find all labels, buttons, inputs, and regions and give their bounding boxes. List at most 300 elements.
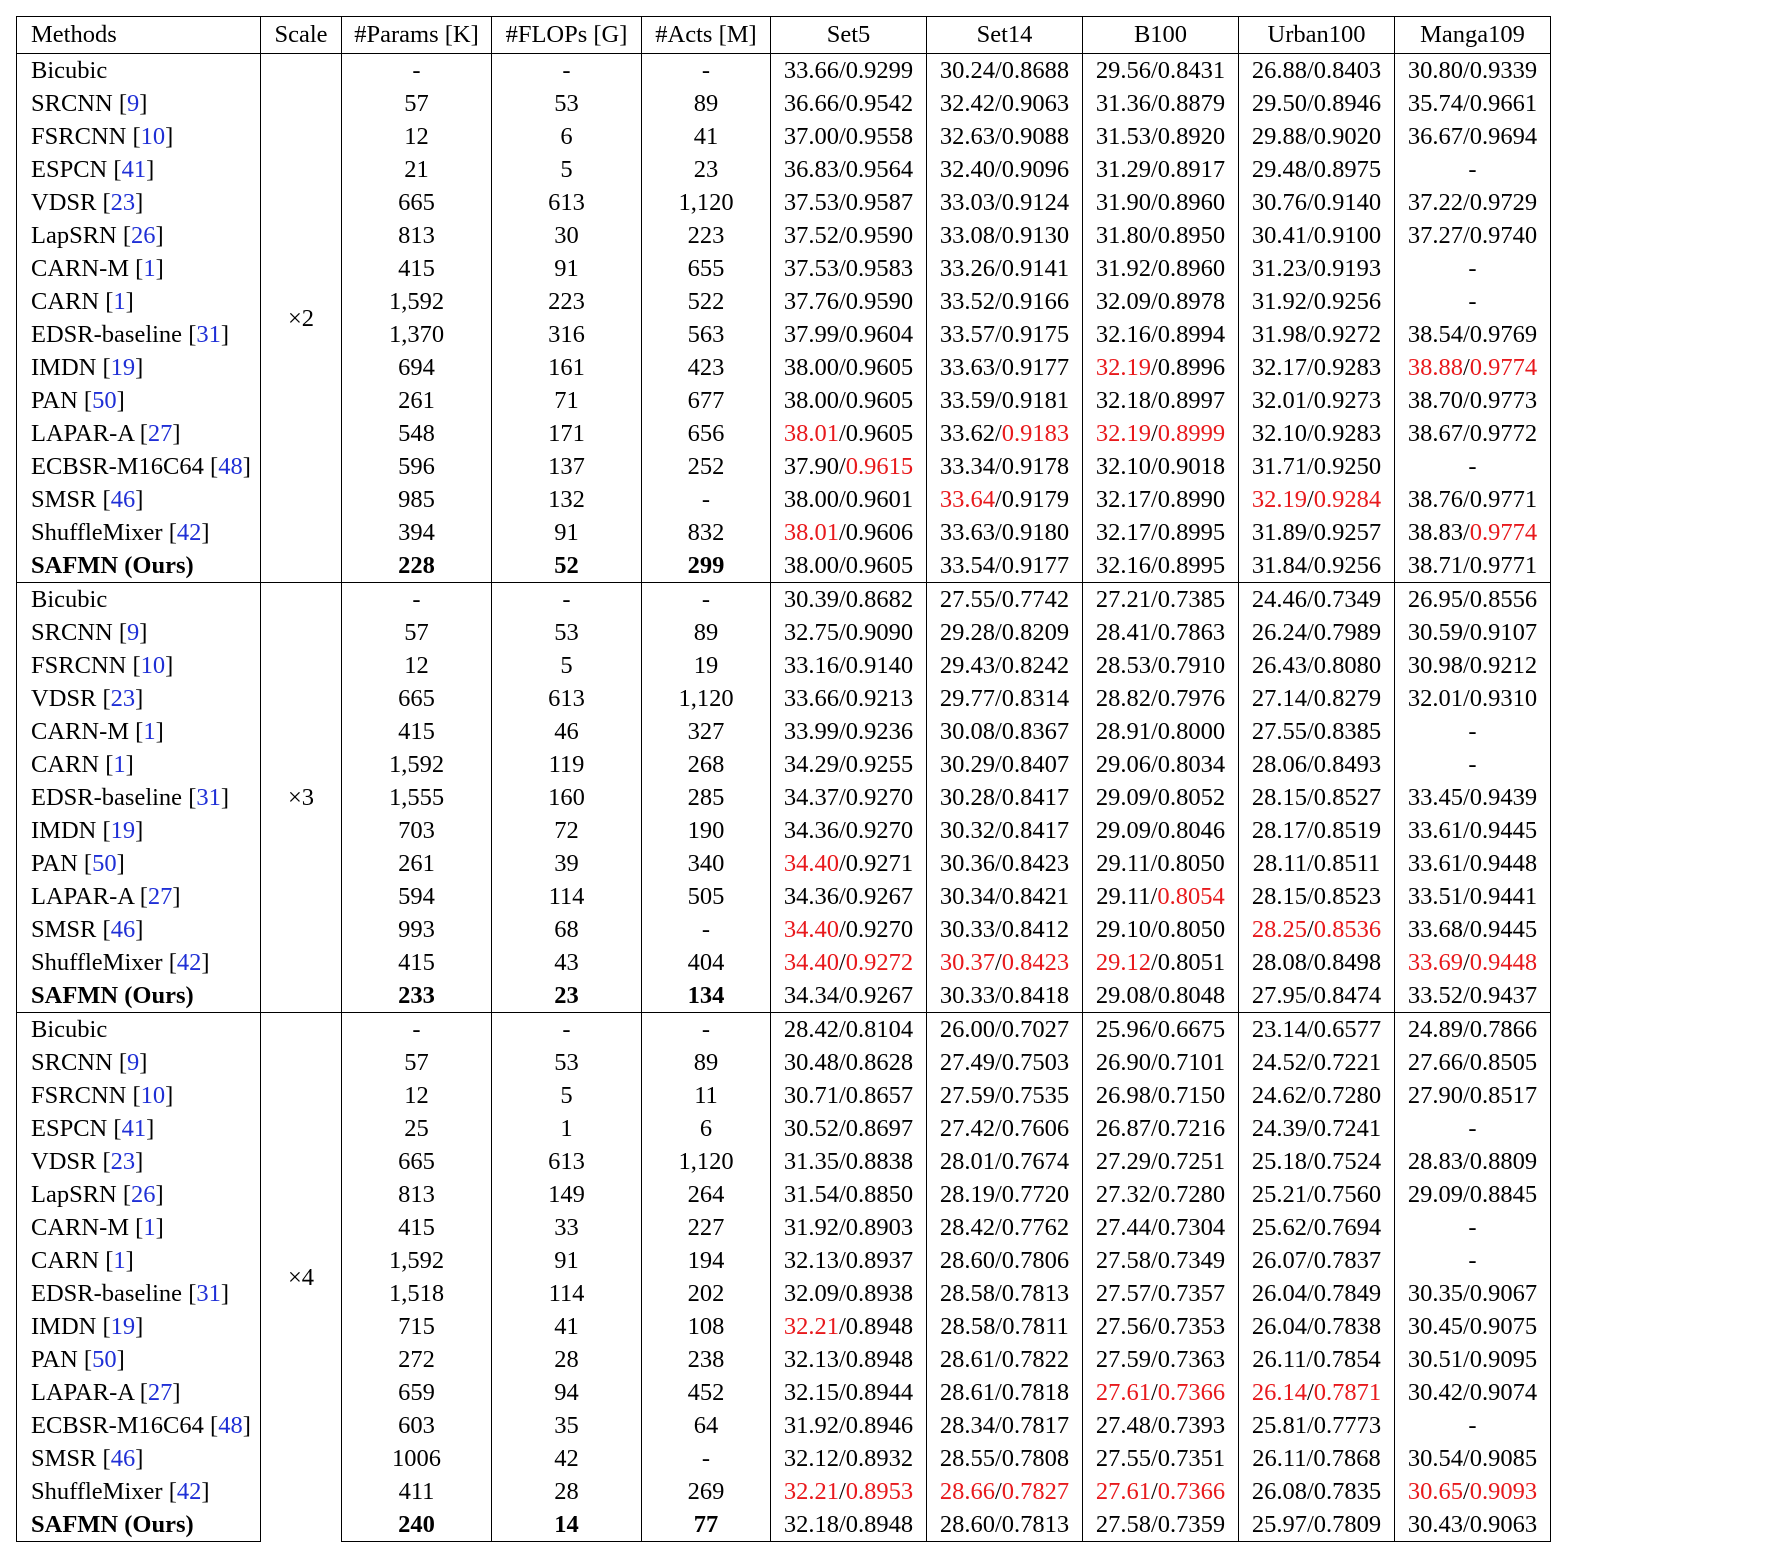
metric-cell: 27.55/0.7742: [927, 583, 1083, 617]
metric-cell: 30.98/0.9212: [1395, 649, 1551, 682]
psnr-value: 28.41: [1095, 619, 1151, 646]
flops-value: 171: [548, 420, 585, 447]
metric-cell: [1395, 252, 1551, 285]
ssim-value: 0.7868: [1313, 1445, 1381, 1472]
psnr-value: 24.46: [1251, 586, 1307, 613]
method-name: SRCNN: [31, 619, 113, 646]
flops-value: 39: [554, 850, 579, 877]
metric-cell: 29.11/0.8050: [1083, 847, 1239, 880]
ssim-value: 0.7838: [1313, 1313, 1382, 1340]
ssim-value: 0.7809: [1313, 1511, 1382, 1538]
metric-cell: 29.77/0.8314: [927, 682, 1083, 715]
params-value: 415: [398, 255, 435, 282]
ssim-value: 0.8628: [845, 1049, 914, 1076]
psnr-value: 30.54: [1407, 1445, 1463, 1472]
params-value: 21: [404, 156, 429, 183]
table-row: [17, 1475, 1551, 1508]
method-cell: IMDN [19]: [17, 1310, 261, 1343]
header-flops: #FLOPs [G]: [492, 17, 642, 54]
params-value: 57: [404, 619, 429, 646]
metric-cell: 25.97/0.7809: [1239, 1508, 1395, 1542]
ssim-value: 0.9063: [1001, 90, 1070, 117]
ssim-value: 0.9437: [1469, 982, 1538, 1009]
method-cell: ShuffleMixer [42]: [17, 1475, 261, 1508]
metric-cell: 30.52/0.8697: [771, 1112, 927, 1145]
acts-value: 89: [693, 1049, 719, 1076]
table-row: [17, 483, 1551, 516]
params-value: 1,555: [388, 784, 445, 811]
psnr-value: 33.68: [1407, 916, 1463, 943]
psnr-value: 32.16: [1095, 552, 1151, 579]
ssim-value: 0.8996: [1157, 354, 1226, 381]
metric-cell: 31.92/0.8960: [1083, 252, 1239, 285]
flops-cell: [492, 252, 642, 285]
metric-cell: 28.58/0.7813: [927, 1277, 1083, 1310]
flops-cell: [492, 1376, 642, 1409]
ssim-value: 0.7813: [1001, 1511, 1070, 1538]
citation-link: 26: [131, 222, 156, 249]
ssim-value: 0.9605: [845, 552, 914, 579]
flops-value: 132: [548, 486, 585, 513]
acts-value: 832: [687, 519, 725, 546]
metric-cell: 30.80/0.9339: [1395, 54, 1551, 88]
method-cell: FSRCNN [10]: [17, 649, 261, 682]
params-value: 1,592: [388, 288, 445, 315]
ssim-value: 0.8946: [1313, 90, 1382, 117]
ssim-value: 0.9439: [1469, 784, 1538, 811]
psnr-value: 31.35: [783, 1148, 839, 1175]
psnr-value: 28.60: [939, 1247, 995, 1274]
table-row: [17, 549, 1551, 583]
params-value: 665: [398, 189, 435, 216]
ssim-value: 0.8682: [845, 586, 914, 613]
params-cell: [342, 252, 492, 285]
table-row: [17, 814, 1551, 847]
method-name: IMDN: [31, 817, 97, 844]
psnr-value: 32.09: [783, 1280, 839, 1307]
psnr-value: 32.18: [1095, 387, 1151, 414]
flops-cell: [492, 649, 642, 682]
params-cell: [342, 351, 492, 384]
metric-cell: 27.42/0.7606: [927, 1112, 1083, 1145]
metric-cell: [1395, 1244, 1551, 1277]
method-name: Bicubic: [31, 57, 108, 84]
flops-value: 6: [560, 123, 573, 150]
acts-cell: [642, 483, 771, 516]
metric-cell: 28.60/0.7806: [927, 1244, 1083, 1277]
flops-value: 114: [548, 1280, 585, 1307]
metric-cell: 29.11/0.8054: [1083, 880, 1239, 913]
psnr-value: 29.56: [1095, 57, 1151, 84]
psnr-value: 32.16: [1095, 321, 1151, 348]
flops-cell: [492, 1475, 642, 1508]
flops-cell: [492, 979, 642, 1013]
ssim-value: 0.9183: [1001, 420, 1070, 447]
psnr-value: 32.18: [783, 1511, 839, 1538]
ssim-value: 0.8431: [1157, 57, 1226, 84]
ssim-value: 0.9256: [1313, 552, 1382, 579]
metric-cell: 26.04/0.7849: [1239, 1277, 1395, 1310]
psnr-value: 31.92: [783, 1412, 839, 1439]
acts-value: 41: [693, 123, 719, 150]
metric-cell: 30.34/0.8421: [927, 880, 1083, 913]
metric-cell: 35.74/0.9661: [1395, 87, 1551, 120]
results-table-container: [16, 16, 1551, 1542]
metric-cell: 31.36/0.8879: [1083, 87, 1239, 120]
metric-cell: 28.83/0.8809: [1395, 1145, 1551, 1178]
metric-cell: 27.61/0.7366: [1083, 1475, 1239, 1508]
psnr-value: 26.00: [939, 1016, 995, 1043]
header-methods: Methods: [17, 17, 261, 54]
psnr-value: 25.18: [1251, 1148, 1307, 1175]
metric-cell: 32.19/0.9284: [1239, 483, 1395, 516]
params-value: 813: [398, 222, 435, 249]
acts-cell: [642, 1244, 771, 1277]
metric-cell: 32.15/0.8944: [771, 1376, 927, 1409]
metric-cell: 27.58/0.7359: [1083, 1508, 1239, 1542]
acts-value: -: [701, 57, 711, 84]
params-cell: [342, 1112, 492, 1145]
flops-value: 30: [554, 222, 579, 249]
flops-cell: [492, 483, 642, 516]
citation-link: 1: [143, 718, 156, 745]
method-name: ECBSR-M16C64: [31, 453, 204, 480]
acts-cell: [642, 682, 771, 715]
ssim-value: 0.9100: [1313, 222, 1382, 249]
ssim-value: 0.7835: [1313, 1478, 1382, 1505]
psnr-value: 37.53: [783, 189, 839, 216]
psnr-value: 34.34: [783, 982, 839, 1009]
method-name: PAN: [31, 1346, 78, 1373]
psnr-value: 27.42: [939, 1115, 995, 1142]
psnr-value: 33.66: [783, 57, 839, 84]
method-cell: ShuffleMixer [42]: [17, 516, 261, 549]
psnr-value: 30.43: [1407, 1511, 1463, 1538]
metric-cell: 27.48/0.7393: [1083, 1409, 1239, 1442]
ssim-value: 0.9283: [1313, 354, 1382, 381]
metric-cell: 27.56/0.7353: [1083, 1310, 1239, 1343]
metric-cell: 29.06/0.8034: [1083, 748, 1239, 781]
flops-value: 119: [548, 751, 585, 778]
psnr-value: 32.19: [1095, 354, 1151, 381]
method-name: SAFMN (Ours): [31, 982, 194, 1009]
ssim-value: 0.9124: [1001, 189, 1070, 216]
ssim-value: 0.7762: [1001, 1214, 1070, 1241]
metric-cell: 38.54/0.9769: [1395, 318, 1551, 351]
psnr-value: 34.37: [783, 784, 839, 811]
table-row: [17, 748, 1551, 781]
psnr-value: 27.57: [1095, 1280, 1151, 1307]
citation-link: 27: [147, 420, 173, 447]
metric-cell: 26.43/0.8080: [1239, 649, 1395, 682]
flops-cell: [492, 384, 642, 417]
metric-cell: 34.37/0.9270: [771, 781, 927, 814]
citation-link: 9: [127, 619, 140, 646]
flops-cell: [492, 450, 642, 483]
params-value: 665: [398, 685, 435, 712]
psnr-value: 29.43: [939, 652, 995, 679]
params-value: -: [412, 1016, 421, 1043]
params-cell: [342, 847, 492, 880]
flops-cell: [492, 153, 642, 186]
metric-cell: 33.08/0.9130: [927, 219, 1083, 252]
acts-value: 677: [687, 387, 725, 414]
ssim-value: 0.7359: [1157, 1511, 1226, 1538]
psnr-value: 37.22: [1407, 189, 1463, 216]
ssim-value: 0.9096: [1001, 156, 1070, 183]
ssim-value: 0.9604: [845, 321, 914, 348]
metric-cell: [1395, 715, 1551, 748]
metric-cell: 30.39/0.8682: [771, 583, 927, 617]
ssim-value: 0.7674: [1001, 1148, 1070, 1175]
psnr-value: 31.89: [1251, 519, 1307, 546]
metric-cell: 30.28/0.8417: [927, 781, 1083, 814]
psnr-value: 26.04: [1251, 1313, 1307, 1340]
acts-value: -: [701, 916, 711, 943]
table-row: [17, 1442, 1551, 1475]
metric-cell: 33.62/0.9183: [927, 417, 1083, 450]
ssim-value: 0.9085: [1469, 1445, 1538, 1472]
method-name: ESPCN: [31, 1115, 108, 1142]
metric-cell: 31.71/0.9250: [1239, 450, 1395, 483]
acts-cell: [642, 781, 771, 814]
params-value: 703: [398, 817, 435, 844]
psnr-value: 27.55: [1095, 1445, 1151, 1472]
psnr-value: 34.36: [783, 883, 839, 910]
psnr-value: 25.96: [1095, 1016, 1151, 1043]
ssim-value: 0.8960: [1157, 255, 1226, 282]
ssim-value: 0.9774: [1469, 519, 1538, 546]
citation-link: 27: [147, 1379, 173, 1406]
psnr-value: 33.51: [1407, 883, 1463, 910]
params-value: 12: [404, 1082, 429, 1109]
ssim-value: 0.8314: [1001, 685, 1070, 712]
metric-cell: 31.80/0.8950: [1083, 219, 1239, 252]
ssim-value: 0.7910: [1157, 652, 1226, 679]
metric-cell: 32.21/0.8948: [771, 1310, 927, 1343]
ssim-value: 0.9740: [1469, 222, 1538, 249]
params-cell: [342, 913, 492, 946]
method-cell: CARN-M [1]: [17, 1211, 261, 1244]
ssim-value: 0.9130: [1001, 222, 1070, 249]
psnr-value: 33.61: [1407, 817, 1463, 844]
ssim-value: 0.7817: [1001, 1412, 1070, 1439]
table-row: [17, 913, 1551, 946]
table-row: [17, 417, 1551, 450]
psnr-value: 33.34: [939, 453, 995, 480]
metric-cell: 30.54/0.9085: [1395, 1442, 1551, 1475]
params-cell: [342, 1376, 492, 1409]
psnr-value: 34.40: [783, 850, 839, 877]
metric-cell: 27.32/0.7280: [1083, 1178, 1239, 1211]
acts-value: 655: [687, 255, 725, 282]
ssim-value: 0.8697: [845, 1115, 914, 1142]
metric-cell: [1395, 1211, 1551, 1244]
flops-value: -: [562, 57, 571, 84]
citation-link: 23: [110, 685, 136, 712]
psnr-value: 35.74: [1407, 90, 1463, 117]
ssim-value: 0.8209: [1001, 619, 1070, 646]
psnr-value: 30.42: [1407, 1379, 1463, 1406]
flops-cell: [492, 616, 642, 649]
method-cell: CARN [1]: [17, 285, 261, 318]
citation-link: 31: [196, 1280, 221, 1307]
metric-cell: 34.40/0.9270: [771, 913, 927, 946]
psnr-value: 30.59: [1407, 619, 1463, 646]
psnr-value: 27.14: [1251, 685, 1307, 712]
metric-cell: 26.08/0.7835: [1239, 1475, 1395, 1508]
ssim-value: 0.8932: [845, 1445, 914, 1472]
metric-cell: 34.29/0.9255: [771, 748, 927, 781]
ssim-value: 0.8498: [1313, 949, 1382, 976]
psnr-value: 32.63: [939, 123, 995, 150]
method-name: ShuffleMixer: [31, 519, 163, 546]
metric-cell: 38.00/0.9605: [771, 384, 927, 417]
metric-cell: 31.89/0.9257: [1239, 516, 1395, 549]
ssim-value: 0.7863: [1157, 619, 1226, 646]
metric-cell: 33.45/0.9439: [1395, 781, 1551, 814]
ssim-value: 0.7811: [1002, 1313, 1069, 1340]
method-cell: EDSR-baseline [31]: [17, 1277, 261, 1310]
metric-cell: 30.65/0.9093: [1395, 1475, 1551, 1508]
flops-value: 33: [554, 1214, 579, 1241]
psnr-value: 30.24: [939, 57, 995, 84]
psnr-value: 28.15: [1251, 883, 1307, 910]
metric-cell: 38.67/0.9772: [1395, 417, 1551, 450]
psnr-value: 38.88: [1407, 354, 1463, 381]
metric-cell: 30.33/0.8412: [927, 913, 1083, 946]
psnr-value: 29.12: [1095, 949, 1151, 976]
psnr-value: 32.01: [1407, 685, 1463, 712]
metric-cell: 27.59/0.7363: [1083, 1343, 1239, 1376]
metric-cell: 27.61/0.7366: [1083, 1376, 1239, 1409]
metric-cell: 33.03/0.9124: [927, 186, 1083, 219]
psnr-value: 31.92: [1095, 255, 1151, 282]
citation-link: 31: [196, 784, 221, 811]
psnr-value: 29.48: [1251, 156, 1307, 183]
ssim-value: 0.9605: [845, 354, 914, 381]
metric-cell: 28.25/0.8536: [1239, 913, 1395, 946]
params-cell: [342, 285, 492, 318]
ssim-value: 0.6675: [1157, 1016, 1226, 1043]
psnr-value: 27.55: [1251, 718, 1307, 745]
citation-link: 1: [113, 1247, 126, 1274]
method-name: SMSR: [31, 1445, 97, 1472]
params-value: 415: [398, 718, 435, 745]
citation-link: 46: [110, 486, 136, 513]
psnr-value: 31.29: [1095, 156, 1151, 183]
header-urban100: Urban100: [1239, 17, 1395, 54]
metric-cell: 26.95/0.8556: [1395, 583, 1551, 617]
params-value: 1,592: [388, 751, 445, 778]
params-cell: [342, 450, 492, 483]
psnr-value: 38.00: [783, 354, 839, 381]
psnr-value: 26.04: [1251, 1280, 1307, 1307]
psnr-value: 32.13: [783, 1247, 839, 1274]
metric-value: -: [1468, 718, 1477, 745]
ssim-value: 0.9020: [1313, 123, 1382, 150]
psnr-value: 32.10: [1095, 453, 1151, 480]
psnr-value: 27.58: [1095, 1247, 1151, 1274]
acts-value: 23: [693, 156, 719, 183]
flops-value: 72: [554, 817, 579, 844]
citation-link: 1: [143, 1214, 156, 1241]
ssim-value: 0.8556: [1469, 586, 1538, 613]
method-name: FSRCNN: [31, 652, 127, 679]
ssim-value: 0.7606: [1001, 1115, 1070, 1142]
ssim-value: 0.9236: [845, 718, 914, 745]
metric-cell: 32.16/0.8995: [1083, 549, 1239, 583]
metric-cell: 34.36/0.9270: [771, 814, 927, 847]
flops-cell: [492, 748, 642, 781]
table-row: [17, 1376, 1551, 1409]
params-cell: [342, 649, 492, 682]
psnr-value: 28.34: [939, 1412, 995, 1439]
method-cell: PAN [50]: [17, 847, 261, 880]
metric-cell: 31.23/0.9193: [1239, 252, 1395, 285]
metric-cell: 28.58/0.7811: [927, 1310, 1083, 1343]
method-cell: PAN [50]: [17, 1343, 261, 1376]
params-value: 12: [404, 652, 429, 679]
psnr-value: 24.52: [1251, 1049, 1307, 1076]
params-value: 659: [398, 1379, 435, 1406]
acts-value: 64: [693, 1412, 719, 1439]
acts-cell: [642, 285, 771, 318]
psnr-value: 38.00: [783, 387, 839, 414]
params-value: 233: [398, 982, 435, 1009]
ssim-value: 0.9270: [845, 916, 914, 943]
ssim-value: 0.8511: [1313, 850, 1381, 877]
table-row: [17, 1277, 1551, 1310]
ssim-value: 0.8995: [1157, 519, 1226, 546]
ssim-value: 0.9272: [1313, 321, 1382, 348]
ssim-value: 0.7742: [1001, 586, 1070, 613]
metric-cell: 26.88/0.8403: [1239, 54, 1395, 88]
ssim-value: 0.7351: [1157, 1445, 1226, 1472]
acts-value: 77: [693, 1511, 719, 1538]
ssim-value: 0.8950: [1157, 222, 1226, 249]
metric-cell: 30.24/0.8688: [927, 54, 1083, 88]
psnr-value: 38.01: [783, 420, 839, 447]
ssim-value: 0.9729: [1469, 189, 1538, 216]
flops-cell: [492, 1409, 642, 1442]
acts-value: 1,120: [678, 189, 734, 216]
ssim-value: 0.8423: [1001, 949, 1070, 976]
ssim-value: 0.7854: [1313, 1346, 1381, 1373]
metric-cell: 38.88/0.9774: [1395, 351, 1551, 384]
psnr-value: 33.59: [939, 387, 995, 414]
psnr-value: 32.15: [783, 1379, 839, 1406]
ssim-value: 0.9448: [1469, 850, 1538, 877]
psnr-value: 38.70: [1407, 387, 1463, 414]
method-cell: LapSRN [26]: [17, 219, 261, 252]
metric-cell: 29.48/0.8975: [1239, 153, 1395, 186]
ssim-value: 0.7363: [1157, 1346, 1226, 1373]
ssim-value: 0.8385: [1313, 718, 1382, 745]
acts-cell: [642, 1475, 771, 1508]
metric-cell: 30.59/0.9107: [1395, 616, 1551, 649]
params-value: 411: [398, 1478, 435, 1505]
ssim-value: 0.8051: [1157, 949, 1226, 976]
metric-cell: 33.51/0.9441: [1395, 880, 1551, 913]
ssim-value: 0.7221: [1313, 1049, 1382, 1076]
params-value: -: [412, 586, 421, 613]
psnr-value: 27.55: [939, 586, 995, 613]
psnr-value: 29.10: [1095, 916, 1151, 943]
ssim-value: 0.9270: [845, 784, 914, 811]
acts-cell: [642, 814, 771, 847]
ssim-value: 0.7150: [1157, 1082, 1226, 1109]
